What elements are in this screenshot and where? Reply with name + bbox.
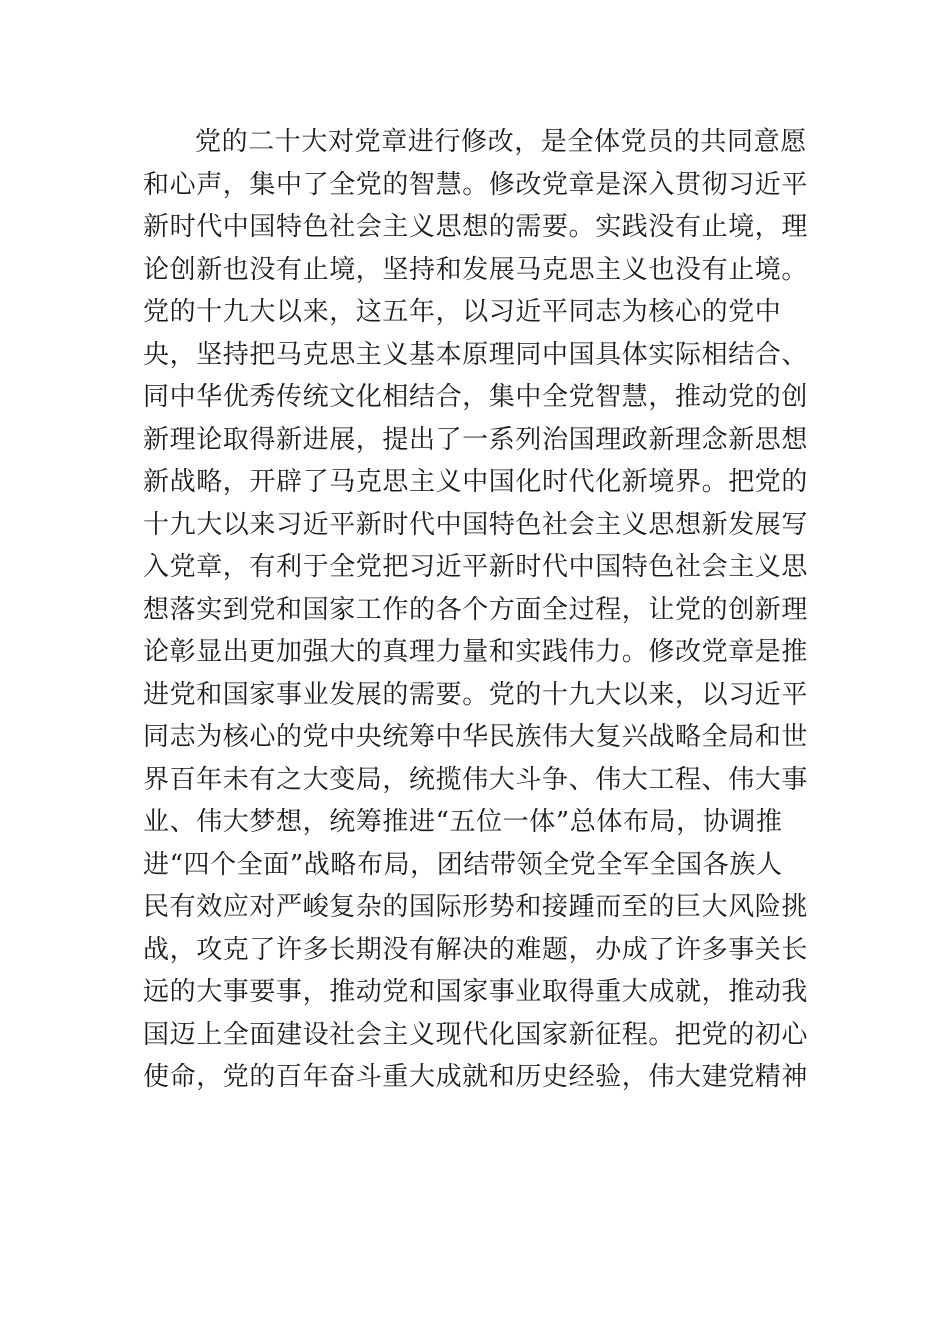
paragraph-line: 同中华优秀传统文化相结合，集中全党智慧，推动党的创 xyxy=(143,382,809,412)
body-paragraph xyxy=(143,121,809,1099)
paragraph-line: 同志为核心的党中央统筹中华民族伟大复兴战略全局和世 xyxy=(143,722,809,752)
paragraph-line: 十九大以来习近平新时代中国特色社会主义思想新发展写 xyxy=(143,509,809,540)
paragraph-line: 党的二十大对党章进行修改，是全体党员的共同意愿 xyxy=(195,127,807,157)
paragraph-line: 论创新也没有止境，坚持和发展马克思主义也没有止境。 xyxy=(143,254,809,285)
paragraph-line: 民有效应对严峻复杂的国际形势和接踵而至的巨大风险挑 xyxy=(143,892,809,922)
paragraph-line: 界百年未有之大变局，统揽伟大斗争、伟大工程、伟大事 xyxy=(143,764,809,795)
paragraph-line: 央，坚持把马克思主义基本原理同中国具体实际相结合、 xyxy=(143,339,809,370)
paragraph-line: 新理论取得新进展，提出了一系列治国理政新理念新思想 xyxy=(143,424,809,455)
paragraph-line: 入党章，有利于全党把习近平新时代中国特色社会主义思 xyxy=(143,552,809,582)
paragraph-line: 业、伟大梦想，统筹推进“五位一体”总体布局，协调推 xyxy=(143,807,783,837)
paragraph-line: 进“四个全面”战略布局，团结带领全党全军全国各族人 xyxy=(143,849,783,880)
paragraph-line: 使命，党的百年奋斗重大成就和历史经验，伟大建党精神 xyxy=(143,1062,809,1092)
paragraph-line: 想落实到党和国家工作的各个方面全过程，让党的创新理 xyxy=(143,594,809,625)
paragraph-line: 新战略，开辟了马克思主义中国化时代化新境界。把党的 xyxy=(143,467,809,497)
paragraph-line: 国迈上全面建设社会主义现代化国家新征程。把党的初心 xyxy=(143,1019,809,1050)
paragraph-line: 和心声，集中了全党的智慧。修改党章是深入贯彻习近平 xyxy=(143,169,809,200)
paragraph-line: 战，攻克了许多长期没有解决的难题，办成了许多事关长 xyxy=(143,934,809,965)
paragraph-line: 党的十九大以来，这五年，以习近平同志为核心的党中 xyxy=(143,297,782,327)
paragraph-line: 进党和国家事业发展的需要。党的十九大以来，以习近平 xyxy=(143,679,809,710)
paragraph-line: 远的大事要事，推动党和国家事业取得重大成就，推动我 xyxy=(143,977,809,1007)
paragraph-line: 论彰显出更加强大的真理力量和实践伟力。修改党章是推 xyxy=(143,637,809,667)
paragraph-line: 新时代中国特色社会主义思想的需要。实践没有止境，理 xyxy=(143,212,809,242)
